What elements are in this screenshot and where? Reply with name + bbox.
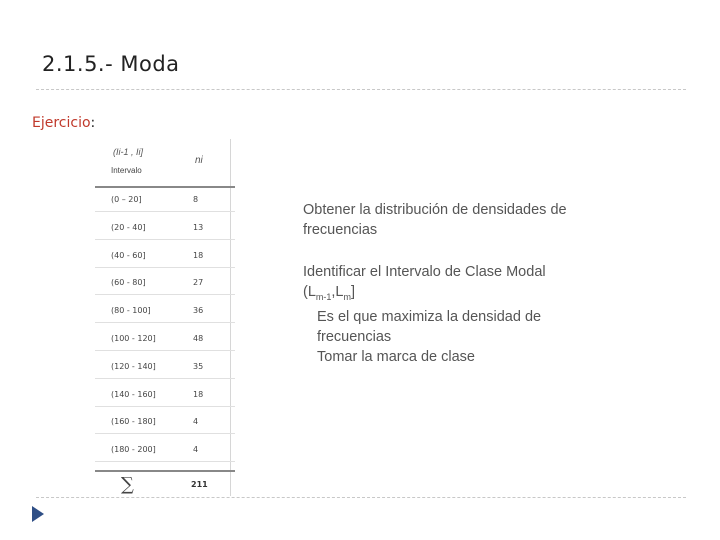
count-cell: 48 — [193, 334, 204, 343]
table-row — [95, 251, 235, 268]
table-header-line — [95, 186, 235, 188]
table-header-formula: (Ii-1 , Ii] — [113, 147, 144, 157]
table-row — [95, 445, 235, 462]
table-row — [95, 362, 235, 379]
exercise-label-text: Ejercicio — [32, 115, 91, 131]
interval-cell: (40 - 60] — [111, 250, 146, 260]
play-triangle-icon[interactable] — [32, 506, 44, 522]
interval-cell: (160 - 180] — [111, 417, 156, 427]
count-cell: 27 — [193, 278, 204, 288]
interval-cell: (180 - 200] — [111, 445, 156, 455]
step-3: Tomar la marca de clase — [317, 348, 475, 365]
step-2-open: (L — [303, 284, 316, 300]
interval-cell: (80 - 100] — [111, 306, 151, 316]
exercise-label-colon: : — [90, 115, 96, 131]
step-2a-line-2: frecuencias — [317, 328, 392, 345]
table-header-interval: Intervalo — [111, 166, 142, 175]
count-cell: 18 — [193, 389, 204, 399]
slide-content — [303, 200, 633, 367]
interval-cell: (100 - 120] — [111, 334, 156, 343]
slide-title: 2.1.5.- Moda — [42, 52, 180, 76]
table-row — [95, 278, 235, 295]
count-cell: 35 — [193, 361, 204, 371]
table-row — [95, 306, 235, 323]
step-2-sub-1: m-1 — [315, 291, 332, 302]
frequency-table — [95, 139, 235, 496]
count-cell: 36 — [193, 306, 204, 316]
bottom-divider — [36, 497, 686, 498]
count-cell: 8 — [193, 195, 199, 204]
sum-symbol: ∑ — [121, 474, 134, 495]
count-cell: 18 — [193, 250, 204, 260]
step-2-sub-2: m — [343, 291, 351, 302]
table-row — [95, 390, 235, 407]
step-2-comma: ,L — [331, 284, 344, 300]
count-cell: 4 — [193, 417, 199, 427]
step-2-line-1: Identificar el Intervalo de Clase Modal — [303, 264, 546, 280]
step-1-line-1: Obtener la distribución de densidades de — [303, 202, 567, 218]
table-header-count: ni — [195, 155, 203, 166]
step-2a — [303, 307, 633, 347]
count-cell: 4 — [193, 445, 199, 455]
table-row — [95, 223, 235, 240]
step-2a-line-1: Es el que maximiza la densidad de — [317, 308, 542, 325]
step-1-line-2: frecuencias — [303, 222, 378, 238]
interval-cell: (60 - 80] — [111, 278, 146, 288]
table-row — [95, 334, 235, 351]
table-sum-line — [95, 470, 235, 472]
table-row — [95, 195, 235, 212]
exercise-label — [32, 115, 95, 131]
top-divider — [36, 89, 686, 90]
step-2-close: ] — [351, 284, 356, 300]
count-cell: 13 — [193, 222, 204, 232]
step-1 — [303, 200, 633, 240]
interval-cell: (120 - 140] — [111, 361, 156, 371]
interval-cell: (20 - 40] — [111, 222, 146, 232]
table-row — [95, 417, 235, 434]
interval-cell: (140 - 160] — [111, 389, 156, 399]
step-2 — [303, 262, 633, 307]
interval-cell: (0 – 20] — [111, 195, 142, 204]
sum-value: 211 — [191, 480, 208, 489]
